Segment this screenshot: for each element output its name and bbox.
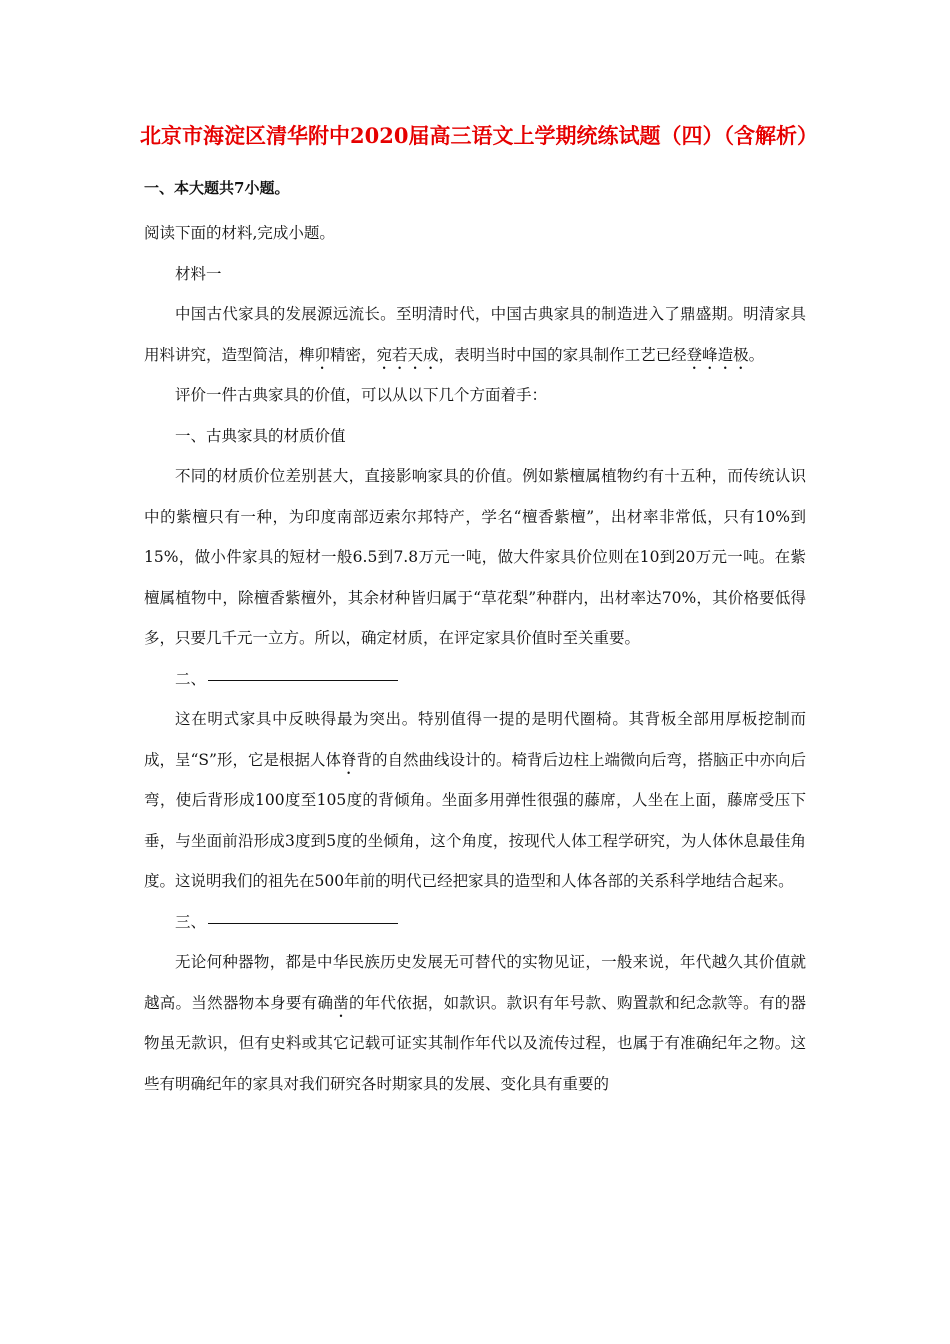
emphasized-word-mao: 卯 [314, 345, 331, 364]
emphasized-phrase-dengfengzaoji: 登峰造极 [686, 345, 749, 364]
subheading-2 [144, 659, 806, 700]
paragraph-4-text-a: 这在明式家具中反映得最为突出。特别值得一提的是明代圈椅。其背板全部用厚板挖制而成，呈“S”形，它是根据人体 [144, 710, 806, 769]
instruction-text: 阅读下面的材料,完成小题。 [144, 224, 335, 242]
paragraph-1 [144, 294, 806, 375]
answer-blank-2[interactable] [208, 922, 398, 924]
paragraph-4 [144, 699, 806, 902]
paragraph-5-text-a: 无论何种器物，都是中华民族历史发展无可替代的实物见证，一般来说，年代越久其价值就越高。当然器物本身要有确 [144, 953, 806, 1012]
emphasized-word-ji: 脊 [340, 750, 357, 769]
paragraph-4-text-b: 背的自然曲线设计的。椅背后边柱上端微向后弯，搭脑正中亦向后弯，使后背形成100度至105度的背倾角。坐面多用弹性很强的藤席，人坐在上面，藤席受压下垂，与坐面前沿形成3度到5度的坐倾角，这个角度，按现代人体工程学研究，为人体休息最佳角度。这说明我们的祖先在500年前的明代已经把家具的造型和人体各部的关系科学地结合起来。 [144, 750, 806, 890]
paragraph-3: 不同的材质价位差别甚大，直接影响家具的价值。例如紫檀属植物约有十五种，而传统认识中的紫檀只有一种，为印度南部迈索尔邦特产，学名“檀香紫檀”，出材率非常低，只有10%到15%，做小件家具的短材一般6.5到7.8万元一吨，做大件家具价位则在10到20万元一吨。在紫檀属植物中，除檀香紫檀外，其余材种皆归属于“草花梨”种群内，出材率达70%，其价格要低得多，只要几千元一立方。所以，确定材质，在评定家具价值时至关重要。 [144, 467, 806, 647]
material-label: 材料一 [175, 264, 222, 283]
subheading-3 [144, 902, 806, 943]
document-title: 北京市海淀区清华附中2020届高三语文上学期统练试题（四）（含解析） [140, 123, 818, 148]
emphasized-phrase-wanruotiancheng: 宛若天成 [376, 345, 439, 364]
document-body [144, 213, 806, 1104]
paragraph-1-text-b: 精密， [330, 345, 377, 364]
paragraph-2: 评价一件古典家具的价值，可以从以下几个方面着手： [175, 386, 548, 404]
subheading-1: 一、古典家具的材质价值 [175, 426, 346, 445]
paragraph-5 [144, 942, 806, 1104]
paragraph-5-text-b: 的年代依据，如款识。款识有年号款、购置款和纪念款等。有的器物虽无款识，但有史料或其它记载可证实其制作年代以及流传过程，也属于有准确纪年之物。这些有明确纪年的家具对我们研究各时期家具的发展、变化具有重要的 [144, 993, 806, 1093]
emphasized-word-zao: 凿 [333, 993, 349, 1012]
section-heading: 一、本大题共7小题。 [144, 179, 290, 197]
subheading-2-number: 二、 [175, 669, 207, 688]
paragraph-1-text-c: ，表明当时中国的家具制作工艺已经 [438, 345, 687, 364]
paragraph-1-text-d: 。 [748, 345, 765, 364]
subheading-3-number: 三、 [175, 912, 207, 931]
paragraph-1-text-a: 中国古代家具的发展源远流长。至明清时代，中国古典家具的制造进入了鼎盛期。明清家具用料讲究，造型简洁，榫 [144, 305, 806, 364]
answer-blank-1[interactable] [208, 679, 398, 681]
